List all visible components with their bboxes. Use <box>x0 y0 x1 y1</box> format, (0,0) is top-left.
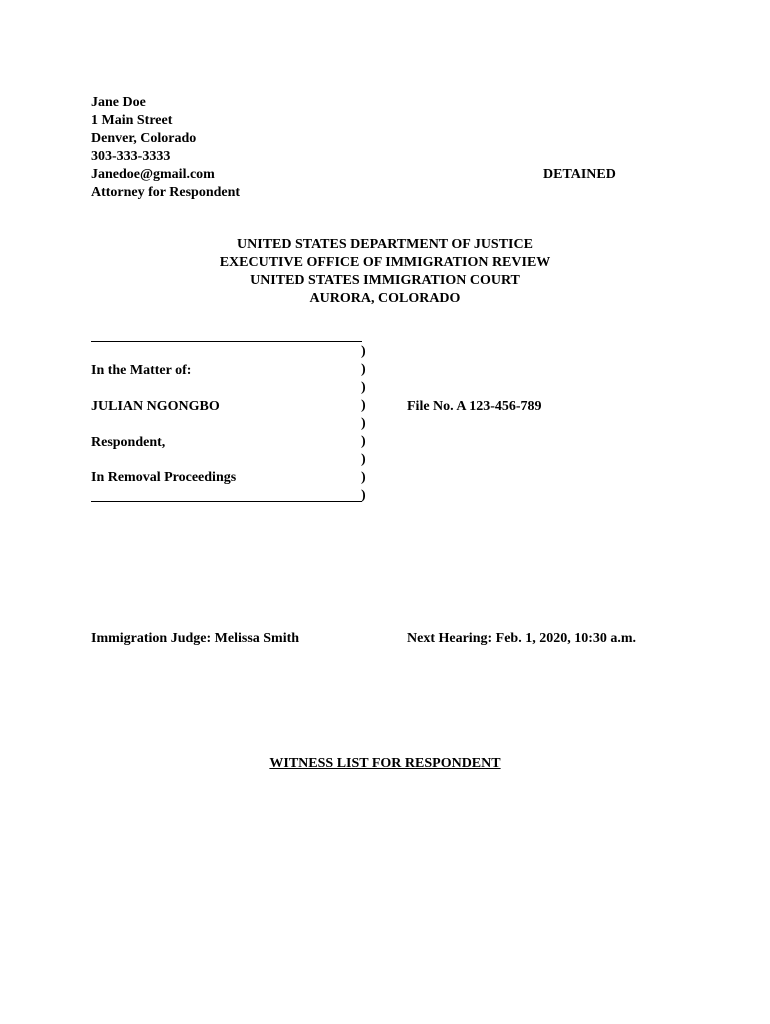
court-heading-line-1: UNITED STATES DEPARTMENT OF JUSTICE <box>237 237 533 252</box>
caption-paren: ) <box>361 434 366 449</box>
attorney-phone: 303-333-3333 <box>91 149 171 164</box>
attorney-role: Attorney for Respondent <box>91 185 241 200</box>
attorney-street: 1 Main Street <box>91 113 173 128</box>
attorney-email: Janedoe@gmail.com <box>91 167 215 182</box>
attorney-name: Jane Doe <box>91 95 146 110</box>
attorney-city: Denver, Colorado <box>91 131 197 146</box>
immigration-judge: Immigration Judge: Melissa Smith <box>91 631 300 646</box>
caption-bottom-rule <box>91 501 362 502</box>
court-heading-line-2: EXECUTIVE OFFICE OF IMMIGRATION REVIEW <box>219 255 551 270</box>
court-heading-line-4: AURORA, COLORADO <box>309 291 461 306</box>
caption-paren: ) <box>361 380 366 395</box>
caption-paren: ) <box>361 344 366 359</box>
caption-paren: ) <box>361 470 366 485</box>
detained-status: DETAINED <box>543 167 616 182</box>
caption-top-rule <box>91 341 362 342</box>
next-hearing: Next Hearing: Feb. 1, 2020, 10:30 a.m. <box>407 631 637 646</box>
caption-paren: ) <box>361 488 366 503</box>
document-title: WITNESS LIST FOR RESPONDENT <box>269 756 501 771</box>
file-number: File No. A 123-456-789 <box>407 399 542 414</box>
caption-paren: ) <box>361 398 366 413</box>
respondent-name: JULIAN NGONGBO <box>91 399 220 414</box>
respondent-label: Respondent, <box>91 435 166 450</box>
court-heading-line-3: UNITED STATES IMMIGRATION COURT <box>250 273 520 288</box>
caption-paren: ) <box>361 362 366 377</box>
caption-paren: ) <box>361 452 366 467</box>
proceedings-label: In Removal Proceedings <box>91 470 237 485</box>
matter-label: In the Matter of: <box>91 363 192 378</box>
caption-paren: ) <box>361 416 366 431</box>
